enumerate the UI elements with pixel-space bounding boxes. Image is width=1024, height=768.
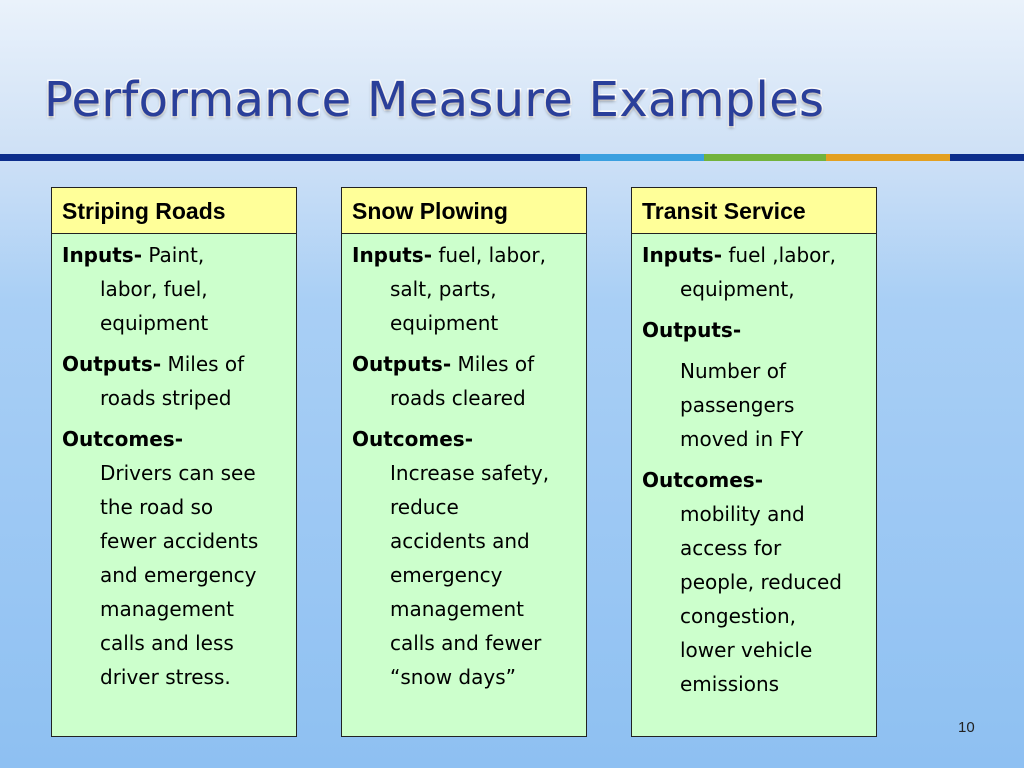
outputs-detail — [642, 354, 870, 456]
inputs-entry — [62, 238, 290, 340]
continuation-line: calls and less — [100, 631, 234, 655]
outcomes-label: Outcomes- — [62, 427, 184, 451]
outputs-label: Outputs- — [352, 352, 452, 376]
card-striping-roads — [51, 187, 297, 737]
card-transit-service — [631, 187, 877, 737]
detail-line: Number of — [680, 359, 786, 383]
detail-line: moved in FY — [680, 427, 804, 451]
continuation-line: lower vehicle — [680, 638, 813, 662]
card-body — [632, 234, 876, 701]
outputs-lead — [352, 347, 580, 381]
inputs-label: Inputs- — [642, 243, 722, 267]
continuation-line: management — [100, 597, 234, 621]
rule-segment-orange — [826, 154, 950, 161]
continuation-line: equipment — [100, 311, 209, 335]
inputs-entry — [352, 238, 580, 340]
outcomes-lead — [642, 463, 870, 497]
continuation-line: driver stress. — [100, 665, 231, 689]
continuation-line: equipment — [390, 311, 499, 335]
outputs-entry — [352, 347, 580, 415]
continuation-line: fewer accidents — [100, 529, 259, 553]
detail-line: passengers — [680, 393, 795, 417]
continuation-line: salt, parts, — [390, 277, 497, 301]
card-header: Transit Service — [632, 188, 876, 234]
card-header: Striping Roads — [52, 188, 296, 234]
card-snow-plowing — [341, 187, 587, 737]
continuation-line: roads striped — [100, 386, 232, 410]
inputs-first-line: fuel ,labor, — [722, 243, 836, 267]
continuation-line: access for — [680, 536, 782, 560]
outcomes-entry — [352, 422, 580, 694]
outputs-label: Outputs- — [62, 352, 162, 376]
outcomes-entry — [62, 422, 290, 694]
outputs-lead — [642, 313, 870, 347]
outcomes-label: Outcomes- — [642, 468, 764, 492]
outcomes-label: Outcomes- — [352, 427, 474, 451]
rule-segment-navy — [0, 154, 580, 161]
card-header: Snow Plowing — [342, 188, 586, 234]
continuation-line: emergency — [390, 563, 503, 587]
outputs-first-line: Miles of — [451, 352, 535, 376]
continuation-line: “snow days” — [390, 665, 516, 689]
outputs-entry — [642, 313, 870, 347]
continuation-line: mobility and — [680, 502, 805, 526]
continuation-line: Drivers can see — [100, 461, 256, 485]
outcomes-entry — [642, 463, 870, 701]
continuation-line: emissions — [680, 672, 780, 696]
continuation-line: accidents and — [390, 529, 530, 553]
inputs-lead — [642, 238, 870, 272]
outcomes-lead — [62, 422, 290, 456]
slide-title: Performance Measure Examples — [44, 72, 825, 128]
continuation-line: and emergency — [100, 563, 257, 587]
continuation-line: people, reduced — [680, 570, 842, 594]
page-number: 10 — [958, 719, 975, 736]
continuation-line: management — [390, 597, 524, 621]
inputs-label: Inputs- — [352, 243, 432, 267]
inputs-first-line: fuel, labor, — [432, 243, 546, 267]
continuation-line: equipment, — [680, 277, 795, 301]
continuation-line: reduce — [390, 495, 459, 519]
inputs-label: Inputs- — [62, 243, 142, 267]
outputs-entry — [62, 347, 290, 415]
inputs-lead — [62, 238, 290, 272]
inputs-lead — [352, 238, 580, 272]
outcomes-lead — [352, 422, 580, 456]
continuation-line: roads cleared — [390, 386, 526, 410]
continuation-line: the road so — [100, 495, 214, 519]
outputs-first-line: Miles of — [161, 352, 245, 376]
card-body — [342, 234, 586, 694]
rule-segment-blue — [580, 154, 704, 161]
inputs-first-line: Paint, — [142, 243, 205, 267]
rule-segment-navy-end — [950, 154, 1024, 161]
continuation-line: calls and fewer — [390, 631, 542, 655]
continuation-line: labor, fuel, — [100, 277, 208, 301]
rule-segment-green — [704, 154, 826, 161]
outputs-label: Outputs- — [642, 318, 742, 342]
continuation-line: Increase safety, — [390, 461, 550, 485]
outputs-lead — [62, 347, 290, 381]
continuation-line: congestion, — [680, 604, 796, 628]
inputs-entry — [642, 238, 870, 306]
card-body — [52, 234, 296, 694]
